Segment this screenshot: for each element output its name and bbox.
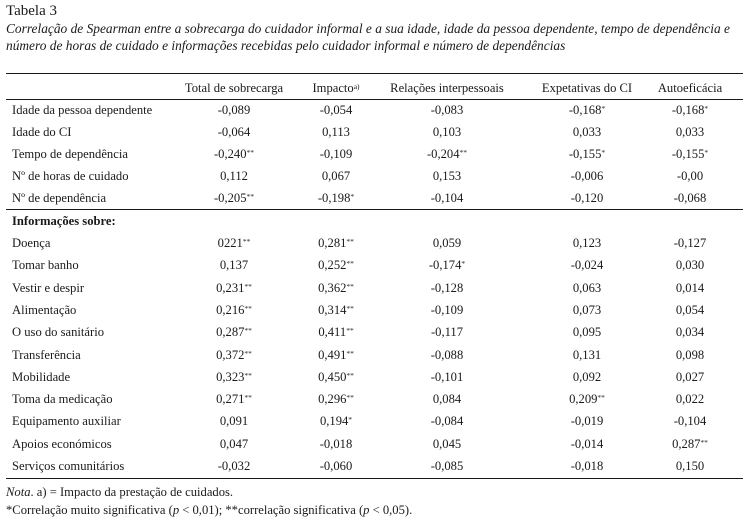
significance-mark: **	[346, 326, 354, 335]
value-text: 0,137	[219, 258, 249, 272]
value-text: -0,155	[568, 147, 602, 161]
value-text: -0,054	[319, 103, 353, 117]
value-text: -0,083	[430, 103, 464, 117]
row-label: Nº de dependência	[12, 191, 107, 205]
table-cell	[322, 125, 350, 140]
value-text: 0,271	[216, 392, 245, 406]
table-cell	[220, 258, 248, 273]
value-text: -0,089	[217, 103, 251, 117]
row-label: Tempo de dependência	[12, 147, 128, 161]
table-cell	[573, 125, 601, 140]
value-text: 0,287	[216, 325, 245, 339]
table-cell	[216, 281, 252, 296]
table-cell	[569, 392, 605, 407]
note-sig-2: < 0,01); **correlação significativa (	[179, 503, 364, 517]
value-text: 0,095	[572, 325, 602, 339]
table-cell	[433, 125, 461, 140]
table-cell	[676, 303, 704, 318]
value-text: -0,006	[570, 169, 604, 183]
table-cell	[571, 191, 604, 206]
row-label: O uso do sanitário	[12, 325, 104, 339]
table-cell	[677, 169, 703, 184]
value-text: 0,030	[675, 258, 705, 272]
value-text: -0,101	[430, 370, 464, 384]
table-cell	[431, 303, 464, 318]
top-rule	[6, 73, 743, 74]
value-text: 0,073	[572, 303, 602, 317]
significance-mark: **	[244, 304, 252, 313]
table-cell	[573, 325, 601, 340]
table-label: Tabela 3	[6, 3, 58, 19]
value-text: 0,047	[219, 437, 249, 451]
significance-mark: **	[597, 393, 605, 402]
row-label: Toma da medicação	[12, 392, 113, 406]
table-cell	[318, 303, 354, 318]
value-text: -0,127	[673, 236, 707, 250]
table-cell	[571, 459, 604, 474]
table-cell	[676, 348, 704, 363]
table-cell	[676, 125, 704, 140]
note-label: Nota	[6, 485, 31, 499]
table-cell	[216, 325, 252, 340]
value-text: 0,084	[432, 392, 462, 406]
column-header	[390, 81, 504, 96]
value-text: 0,033	[572, 125, 602, 139]
row-label: Doença	[12, 236, 51, 250]
significance-mark: **	[459, 148, 468, 157]
table-cell	[672, 147, 708, 162]
significance-mark: **	[246, 148, 255, 157]
value-text: -0,109	[430, 303, 464, 317]
table-cell	[318, 236, 354, 251]
row-label: Alimentação	[12, 303, 77, 317]
note-line-1	[6, 485, 233, 500]
value-text: -0,168	[671, 103, 705, 117]
table-cell	[216, 348, 252, 363]
value-text: -0,024	[570, 258, 604, 272]
significance-mark: *	[350, 192, 355, 201]
table-cell	[676, 459, 704, 474]
table-cell	[672, 437, 708, 452]
value-text: -0,205	[213, 191, 247, 205]
value-text: -0,104	[430, 191, 464, 205]
value-text: 0,287	[672, 437, 701, 451]
note-sig-1: *Correlação muito significativa (	[6, 503, 173, 517]
table-cell	[676, 370, 704, 385]
value-text: 0,113	[322, 125, 350, 139]
table-cell	[220, 437, 248, 452]
table-cell	[320, 147, 353, 162]
value-text: 0,063	[572, 281, 602, 295]
table-cell	[431, 459, 464, 474]
table-cell	[431, 191, 464, 206]
significance-mark: *	[704, 148, 709, 157]
value-text: 0,027	[675, 370, 705, 384]
value-text: 0,092	[572, 370, 602, 384]
table-cell	[571, 169, 604, 184]
row-label: Transferência	[12, 348, 81, 362]
value-text: 0,209	[569, 392, 598, 406]
table-cell	[218, 459, 251, 474]
table-cell	[433, 236, 461, 251]
significance-mark: *	[601, 148, 606, 157]
table-cell	[320, 437, 353, 452]
value-text: 0,296	[318, 392, 347, 406]
table-cell	[318, 258, 354, 273]
significance-mark: **	[244, 326, 252, 335]
significance-mark: **	[346, 237, 354, 246]
value-text: 0,252	[318, 258, 347, 272]
value-text: Expetativas do CI	[541, 81, 633, 95]
table-cell	[318, 191, 354, 206]
table-cell	[433, 169, 461, 184]
table-cell	[429, 258, 465, 273]
value-text: -0,032	[217, 459, 251, 473]
table-cell	[218, 125, 251, 140]
significance-mark: *	[348, 415, 353, 424]
value-text: 0,054	[675, 303, 705, 317]
significance-mark: **	[244, 393, 252, 402]
row-label: Tomar banho	[12, 258, 79, 272]
table-cell	[676, 281, 704, 296]
note-sig-3: < 0,05).	[369, 503, 413, 517]
table-cell	[320, 414, 352, 429]
table-cell	[216, 370, 252, 385]
value-text: -0,128	[430, 281, 464, 295]
value-text: -0,018	[570, 459, 604, 473]
value-text: -0,060	[319, 459, 353, 473]
value-text: 0,033	[675, 125, 705, 139]
table-cell	[320, 459, 353, 474]
significance-mark: **	[346, 304, 354, 313]
value-text: 0,194	[319, 414, 349, 428]
table-cell	[672, 103, 708, 118]
table-cell	[431, 414, 464, 429]
value-text: -0,104	[673, 414, 707, 428]
bottom-rule	[6, 478, 743, 479]
value-text: 0,103	[432, 125, 462, 139]
table-cell	[569, 147, 605, 162]
table-cell	[571, 414, 604, 429]
section-heading: Informações sobre:	[12, 214, 116, 228]
table-cell	[216, 392, 252, 407]
significance-mark: **	[346, 282, 354, 291]
value-text: -0,155	[671, 147, 705, 161]
value-text: -0,204	[426, 147, 460, 161]
value-text: Relações interpessoais	[390, 81, 504, 95]
value-text: -0,088	[430, 348, 464, 362]
value-text: -0,240	[213, 147, 247, 161]
row-label: Nº de horas de cuidado	[12, 169, 129, 183]
significance-mark: **	[346, 259, 354, 268]
table-cell	[431, 103, 464, 118]
value-text: Autoeficácia	[657, 81, 723, 95]
value-text: 0,123	[572, 236, 602, 250]
value-text: 0,362	[318, 281, 347, 295]
table-cell	[431, 348, 464, 363]
value-text: 0,150	[675, 459, 705, 473]
table-cell	[573, 348, 601, 363]
table-cell	[573, 370, 601, 385]
table-cell	[431, 370, 464, 385]
value-text: Total de sobrecarga	[184, 81, 284, 95]
table-cell	[318, 392, 354, 407]
value-text: -0,174	[428, 258, 462, 272]
table-cell	[674, 414, 707, 429]
row-label: Idade da pessoa dependente	[12, 103, 153, 117]
row-label: Idade do CI	[12, 125, 72, 139]
table-cell	[320, 103, 353, 118]
column-header	[312, 81, 359, 96]
value-text: 0,450	[318, 370, 347, 384]
value-text: 0,314	[318, 303, 347, 317]
table-cell	[318, 281, 354, 296]
table-cell	[573, 303, 601, 318]
value-text: 0,091	[219, 414, 249, 428]
value-text: -0,00	[676, 169, 704, 183]
value-text: -0,085	[430, 459, 464, 473]
table-cell	[674, 191, 707, 206]
value-text: -0,168	[568, 103, 602, 117]
table-cell	[220, 169, 248, 184]
value-text: 0,231	[216, 281, 245, 295]
table-caption: Correlação de Spearman entre a sobrecarga do cuidador informal e a sua idade, idade da pessoa dependente, tempo de dependência e número de horas de cuidado e informações recebidas pelo cuidador informal e número de dependências	[6, 21, 730, 53]
note-line-2	[6, 503, 412, 518]
value-text: 0,491	[318, 348, 347, 362]
value-text: -0,120	[570, 191, 604, 205]
table-cell	[573, 236, 601, 251]
table-cell	[569, 103, 605, 118]
table-cell	[218, 236, 251, 251]
table-cell	[214, 147, 254, 162]
table-cell	[431, 281, 464, 296]
column-header	[542, 81, 632, 96]
value-text: 0,411	[318, 325, 347, 339]
value-text: 0,059	[432, 236, 462, 250]
significance-mark: a)	[353, 82, 360, 91]
value-text: 0,034	[675, 325, 705, 339]
table-cell	[214, 191, 254, 206]
table-cell	[318, 348, 354, 363]
significance-mark: **	[246, 192, 255, 201]
table-cell	[573, 281, 601, 296]
row-label: Serviços comunitários	[12, 459, 125, 473]
table-cell	[218, 103, 251, 118]
value-text: 0,098	[675, 348, 705, 362]
table-cell	[216, 303, 252, 318]
table-cell	[676, 325, 704, 340]
significance-mark: *	[601, 104, 606, 113]
table-cell	[433, 392, 461, 407]
significance-mark: **	[700, 438, 708, 447]
significance-mark: **	[244, 371, 252, 380]
value-text: 0,131	[572, 348, 602, 362]
table-cell	[676, 392, 704, 407]
value-text: -0,198	[317, 191, 351, 205]
row-label: Mobilidade	[12, 370, 71, 384]
value-text: -0,064	[217, 125, 251, 139]
table-cell	[433, 437, 461, 452]
table-cell	[571, 437, 604, 452]
note-text: . a) = Impacto da prestação de cuidados.	[30, 485, 234, 499]
value-text: 0,323	[216, 370, 245, 384]
value-text: -0,018	[319, 437, 353, 451]
table-cell	[427, 147, 467, 162]
row-label: Apoios económicos	[12, 437, 112, 451]
table-cell	[220, 414, 248, 429]
column-header	[185, 81, 283, 96]
value-text: -0,117	[430, 325, 464, 339]
value-text: Impacto	[312, 81, 354, 95]
value-text: -0,068	[673, 191, 707, 205]
significance-mark: **	[242, 237, 251, 246]
value-text: 0,153	[432, 169, 462, 183]
value-text: -0,014	[570, 437, 604, 451]
value-text: 0,112	[220, 169, 248, 183]
significance-mark: **	[244, 282, 252, 291]
table-cell	[318, 325, 353, 340]
header-rule	[6, 99, 743, 100]
table-cell	[322, 169, 350, 184]
value-text: -0,019	[570, 414, 604, 428]
value-text: -0,109	[319, 147, 353, 161]
table-cell	[571, 258, 604, 273]
note-p-2: p	[363, 503, 370, 517]
row-label: Equipamento auxiliar	[12, 414, 121, 428]
value-text: 0,216	[216, 303, 245, 317]
significance-mark: **	[346, 371, 354, 380]
significance-mark: **	[346, 393, 354, 402]
value-text: 0,281	[318, 236, 347, 250]
value-text: 0221	[217, 236, 243, 250]
significance-mark: *	[704, 104, 709, 113]
note-p-1: p	[172, 503, 180, 517]
value-text: -0,084	[430, 414, 464, 428]
value-text: 0,014	[675, 281, 705, 295]
value-text: 0,022	[675, 392, 705, 406]
table-cell	[674, 236, 707, 251]
table-cell	[676, 258, 704, 273]
column-header	[658, 81, 722, 96]
significance-mark: *	[461, 259, 466, 268]
section-rule	[6, 209, 743, 210]
value-text: 0,067	[321, 169, 351, 183]
row-label: Vestir e despir	[12, 281, 85, 295]
significance-mark: **	[244, 349, 252, 358]
significance-mark: **	[346, 349, 354, 358]
value-text: 0,372	[216, 348, 245, 362]
table-cell	[431, 325, 463, 340]
value-text: 0,045	[432, 437, 462, 451]
table-cell	[318, 370, 354, 385]
